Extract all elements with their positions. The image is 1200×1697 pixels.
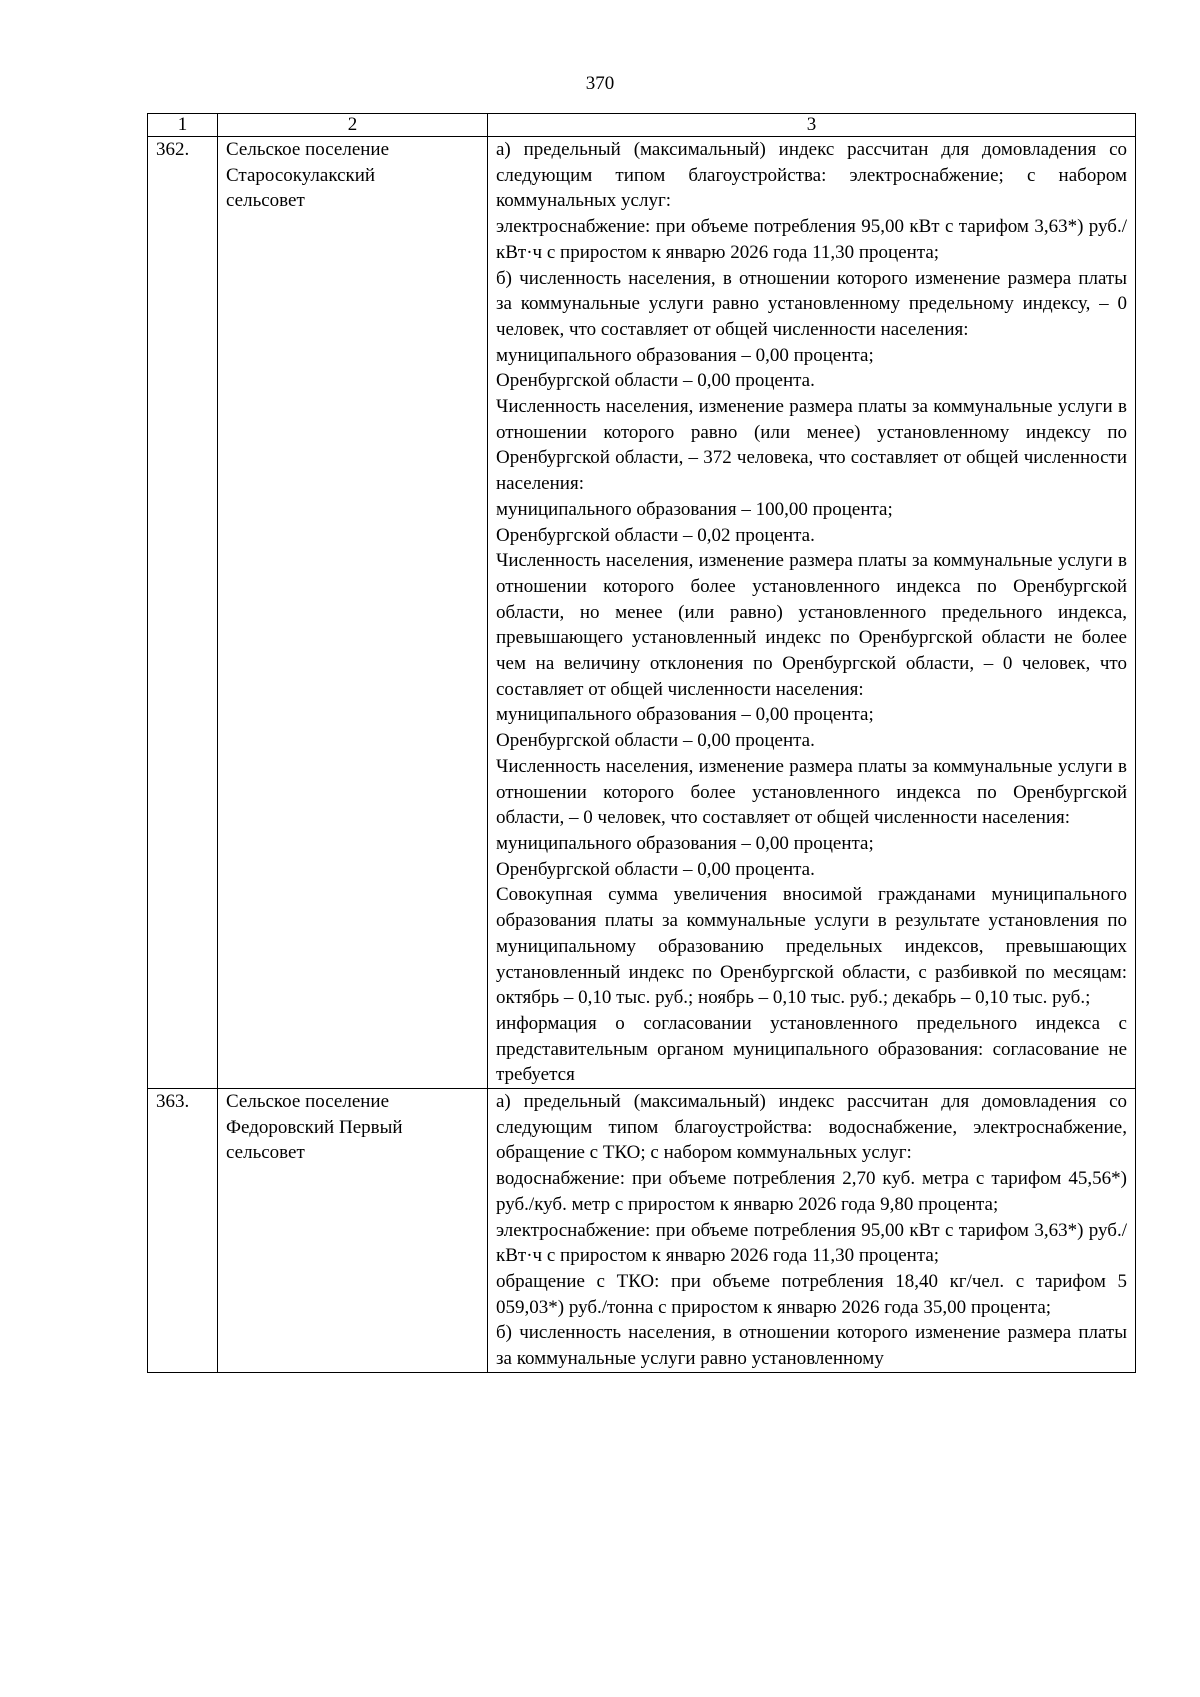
paragraph: Оренбургской области – 0,00 процента. xyxy=(496,370,815,392)
table-row xyxy=(148,1089,1136,1373)
name-line: сельсовет xyxy=(226,1142,305,1164)
name-line: Федоровский Первый xyxy=(226,1116,403,1138)
paragraph: Оренбургской области – 0,00 процента. xyxy=(496,858,815,880)
paragraph: Численность населения, изменение размера платы за коммунальные услуги в отношении которого равно (или менее) установленному индексу по Оренбургской области, – 372 человека, что составляет от общей численности населения: xyxy=(496,396,1127,495)
name-line: Старосокулакский xyxy=(226,164,376,186)
paragraph: обращение с ТКО: при объеме потребления 18,40 кг/чел. с тарифом 5 059,03*) руб./тонна с приростом к январю 2026 года 35,00 процента; xyxy=(496,1270,1127,1318)
municipality-name xyxy=(218,137,488,1089)
paragraph: муниципального образования – 0,00 процента; xyxy=(496,344,874,366)
index-description xyxy=(488,1089,1136,1373)
paragraph: Совокупная сумма увеличения вносимой гражданами муниципального образования платы за коммунальные услуги в результате установления по муниципальному образованию предельных индексов, превышающих установленный индекс по Оренбургской области, с разбивкой по месяцам: октябрь – 0,10 тыс. руб.; ноябрь – 0,10 тыс. руб.; декабрь – 0,10 тыс. руб.; xyxy=(496,884,1127,1009)
name-line: Сельское поселение xyxy=(226,139,390,160)
table-row xyxy=(148,137,1136,1089)
paragraph: б) численность населения, в отношении которого изменение размера платы за коммунальные услуги равно установленному предельному индексу, – 0 человек, что составляет от общей численности населения: xyxy=(496,267,1127,340)
paragraph: муниципального образования – 0,00 процента; xyxy=(496,832,874,854)
table-header-row xyxy=(148,114,1136,137)
row-number: 363. xyxy=(148,1089,218,1373)
index-description xyxy=(488,137,1136,1089)
paragraph: электроснабжение: при объеме потребления 95,00 кВт с тарифом 3,63*) руб./кВт·ч с приростом к январю 2026 года 11,30 процента; xyxy=(496,216,1127,263)
row-number: 362. xyxy=(148,137,218,1089)
paragraph: муниципального образования – 100,00 процента; xyxy=(496,498,893,520)
index-table xyxy=(147,113,1136,1373)
paragraph: муниципального образования – 0,00 процента; xyxy=(496,704,874,726)
paragraph: водоснабжение: при объеме потребления 2,70 куб. метра с тарифом 45,56*) руб./куб. метр с приростом к январю 2026 года 9,80 процента; xyxy=(496,1168,1127,1215)
paragraph: а) предельный (максимальный) индекс рассчитан для домовладения со следующим типом благоустройства: водоснабжение, электроснабжение, обращение с ТКО; с набором коммунальных услуг: xyxy=(496,1091,1127,1164)
municipality-name xyxy=(218,1089,488,1373)
paragraph: Численность населения, изменение размера платы за коммунальные услуги в отношении которого более установленного индекса по Оренбургской области, – 0 человек, что составляет от общей численности населения: xyxy=(496,755,1127,829)
paragraph: б) численность населения, в отношении которого изменение размера платы за коммунальные услуги равно установленному xyxy=(496,1322,1127,1370)
header-cell-2: 2 xyxy=(218,114,488,137)
paragraph: а) предельный (максимальный) индекс рассчитан для домовладения со следующим типом благоустройства: электроснабжение; с набором коммунальных услуг: xyxy=(496,139,1127,212)
paragraph: Численность населения, изменение размера платы за коммунальные услуги в отношении которого более установленного индекса по Оренбургской области, но менее (или равно) установленного предельного индекса, превышающего установленный индекс по Оренбургской области не более чем на величину отклонения по Оренбургской области, – 0 человек, что составляет от общей численности населения: xyxy=(496,550,1127,700)
header-cell-3: 3 xyxy=(488,114,1136,137)
paragraph: электроснабжение: при объеме потребления 95,00 кВт с тарифом 3,63*) руб./кВт·ч с приростом к январю 2026 года 11,30 процента; xyxy=(496,1219,1127,1267)
paragraph: информация о согласовании установленного предельного индекса с представительным органом муниципального образования: согласование не требуется xyxy=(496,1012,1127,1086)
page-number: 370 xyxy=(585,73,615,94)
name-line: Сельское поселение xyxy=(226,1091,390,1113)
name-line: сельсовет xyxy=(226,190,305,212)
header-cell-1: 1 xyxy=(148,114,218,137)
paragraph: Оренбургской области – 0,00 процента. xyxy=(496,730,815,752)
paragraph: Оренбургской области – 0,02 процента. xyxy=(496,524,815,546)
